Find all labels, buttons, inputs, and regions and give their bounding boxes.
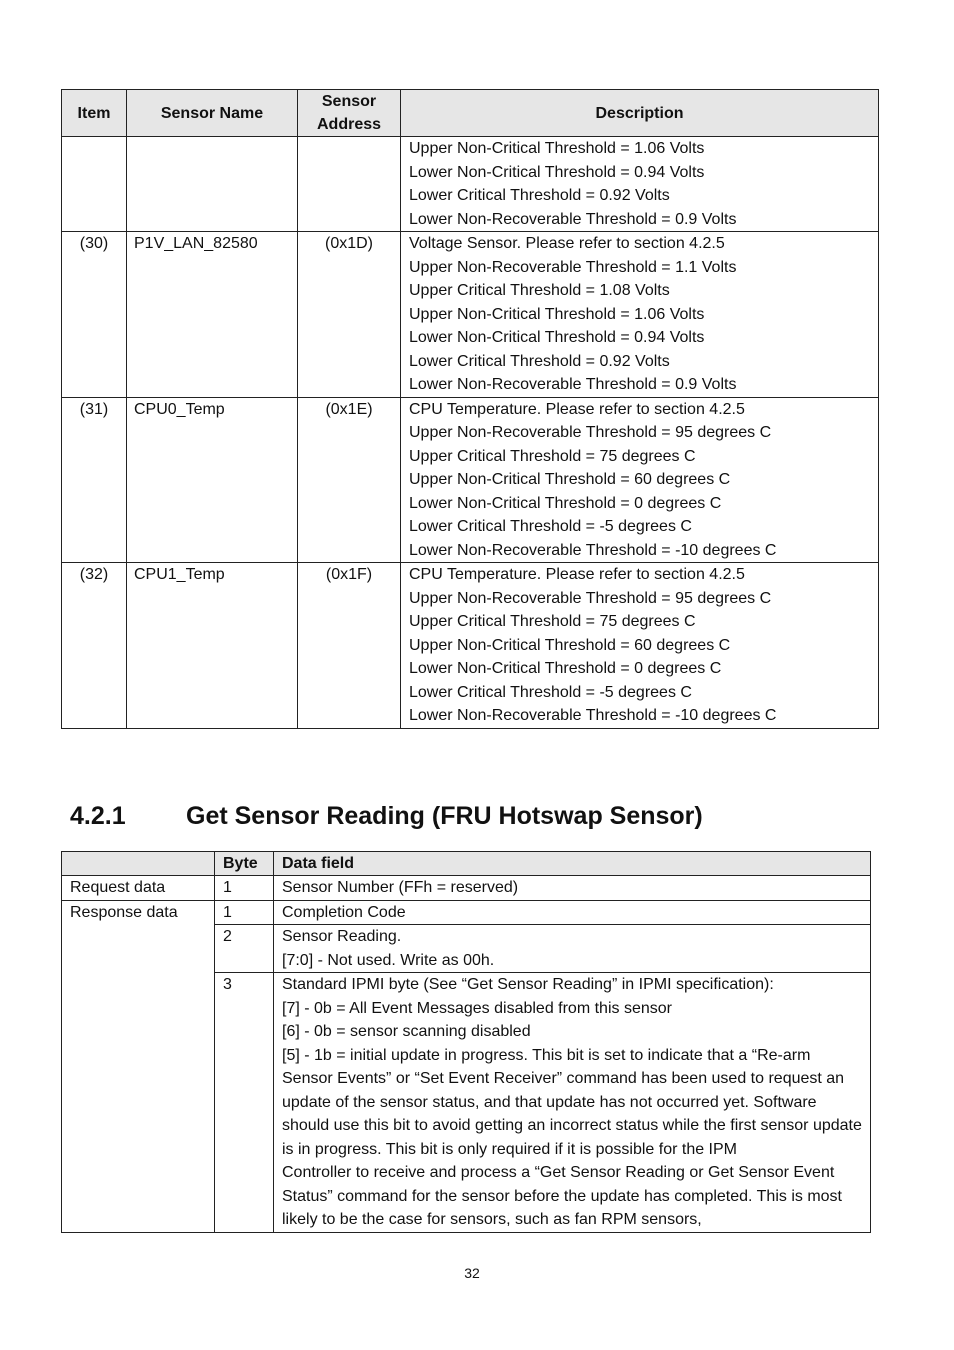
description-line: Upper Non-Critical Threshold = 1.06 Volts — [409, 305, 705, 323]
table-row — [62, 900, 871, 925]
description-line: Lower Non-Critical Threshold = 0.94 Volts — [409, 329, 705, 346]
sensor-table — [61, 89, 879, 729]
table-row — [62, 232, 879, 398]
data-field-line: Sensor Reading. — [282, 928, 402, 945]
description-line: Lower Non-Critical Threshold = 0 degrees C — [409, 660, 722, 677]
byte-cell: 2 — [215, 925, 274, 973]
description-line: Voltage Sensor. Please refer to section 4.2.5 — [409, 235, 725, 252]
sensor-address-cell: (0x1E) — [298, 397, 401, 563]
description-line: Upper Non-Critical Threshold = 60 degrees C — [409, 471, 731, 488]
response-label-continued — [62, 925, 215, 973]
table-row — [62, 973, 871, 1233]
data-field-cell — [274, 925, 871, 973]
description-line: Lower Critical Threshold = -5 degrees C — [409, 518, 692, 535]
description-line: CPU Temperature. Please refer to section 4.2.5 — [409, 400, 745, 418]
sensor-name-cell — [127, 137, 298, 232]
description-line: Upper Non-Recoverable Threshold = 95 degrees C — [409, 589, 772, 607]
sensor-name-cell: CPU1_Temp — [127, 563, 298, 729]
data-field-cell: Completion Code — [274, 900, 871, 925]
response-label: Response data — [62, 900, 215, 925]
description-line: Lower Non-Critical Threshold = 0.94 Volts — [409, 163, 705, 181]
section-number: 4.2.1 — [70, 802, 126, 830]
description-line: CPU Temperature. Please refer to section 4.2.5 — [409, 566, 745, 583]
description-line: Lower Non-Critical Threshold = 0 degrees C — [409, 494, 722, 512]
section-title: Get Sensor Reading (FRU Hotswap Sensor) — [186, 802, 703, 830]
byte-cell: 1 — [215, 876, 274, 901]
description-cell — [401, 563, 879, 729]
sensor-table-header — [62, 90, 879, 137]
description-line: Upper Non-Critical Threshold = 60 degrees C — [409, 636, 731, 654]
header-description: Description — [401, 90, 879, 137]
description-cell — [401, 397, 879, 563]
data-field-line: Standard IPMI byte (See “Get Sensor Reading” in IPMI specification): — [282, 976, 774, 993]
table-row — [62, 876, 871, 901]
description-cell — [401, 137, 879, 232]
data-field-line: [6] - 0b = sensor scanning disabled — [282, 1023, 531, 1040]
sensor-address-cell: (0x1D) — [298, 232, 401, 398]
section-heading — [70, 797, 703, 835]
header-sensor-address-line2: Address — [316, 116, 382, 133]
table-row — [62, 137, 879, 232]
header-byte: Byte — [215, 852, 274, 876]
sensor-name-cell: P1V_LAN_82580 — [127, 232, 298, 398]
command-table-header — [62, 852, 871, 876]
description-line: Lower Non-Recoverable Threshold = -10 degrees C — [409, 707, 777, 724]
description-cell — [401, 232, 879, 398]
description-line: Lower Critical Threshold = 0.92 Volts — [409, 187, 670, 204]
description-line: Upper Non-Recoverable Threshold = 95 degrees C — [409, 424, 772, 441]
description-line: Lower Non-Recoverable Threshold = 0.9 Volts — [409, 376, 737, 393]
data-field-line: [5] - 1b = initial update in progress. This bit is set to indicate that a “Re-arm Sensor Events” or “Set Event Receiver” command has been used to request an update of the sensor status, and that update has not occurred yet. Software should use this bit to avoid getting an incorrect status while the first sensor update is in progress. This bit is only required if it is possible for the IPM — [282, 1046, 862, 1158]
description-line: Lower Critical Threshold = -5 degrees C — [409, 683, 692, 701]
command-table — [61, 851, 871, 1233]
table-row — [62, 925, 871, 973]
description-line: Lower Critical Threshold = 0.92 Volts — [409, 352, 670, 370]
item-cell: (30) — [62, 232, 127, 398]
sensor-address-cell — [298, 137, 401, 232]
header-sensor-name: Sensor Name — [127, 90, 298, 137]
data-field-cell — [274, 973, 871, 1233]
page-number: 32 — [464, 1265, 480, 1281]
header-item: Item — [62, 90, 127, 137]
sensor-address-cell: (0x1F) — [298, 563, 401, 729]
data-field-line: [7] - 0b = All Event Messages disabled from this sensor — [282, 999, 672, 1017]
item-cell: (31) — [62, 397, 127, 563]
description-line: Upper Critical Threshold = 1.08 Volts — [409, 282, 670, 299]
description-line: Lower Non-Recoverable Threshold = 0.9 Volts — [409, 210, 737, 228]
byte-cell: 3 — [215, 973, 274, 1233]
data-field-cell: Sensor Number (FFh = reserved) — [274, 876, 871, 901]
table-row — [62, 397, 879, 563]
header-sensor-address-line1: Sensor — [321, 93, 377, 110]
data-field-line: [7:0] - Not used. Write as 00h. — [282, 951, 495, 969]
description-line: Upper Non-Recoverable Threshold = 1.1 Volts — [409, 258, 737, 276]
sensor-name-cell: CPU0_Temp — [127, 397, 298, 563]
description-line: Upper Critical Threshold = 75 degrees C — [409, 613, 696, 630]
byte-cell: 1 — [215, 900, 274, 925]
data-field-line: Controller to receive and process a “Get Sensor Reading or Get Sensor Event Status” command for the sensor before the update has completed. This is most likely to be the case for sensors, such as fan RPM sensors, — [282, 1164, 842, 1228]
description-line: Upper Non-Critical Threshold = 1.06 Volts — [409, 140, 705, 157]
header-sensor-address — [298, 90, 401, 137]
header-data-field: Data field — [274, 852, 871, 876]
header-label — [62, 852, 215, 876]
item-cell — [62, 137, 127, 232]
response-label-continued — [62, 973, 215, 1233]
item-cell: (32) — [62, 563, 127, 729]
table-row — [62, 563, 879, 729]
description-line: Lower Non-Recoverable Threshold = -10 degrees C — [409, 541, 777, 559]
request-label: Request data — [62, 876, 215, 901]
description-line: Upper Critical Threshold = 75 degrees C — [409, 447, 696, 465]
